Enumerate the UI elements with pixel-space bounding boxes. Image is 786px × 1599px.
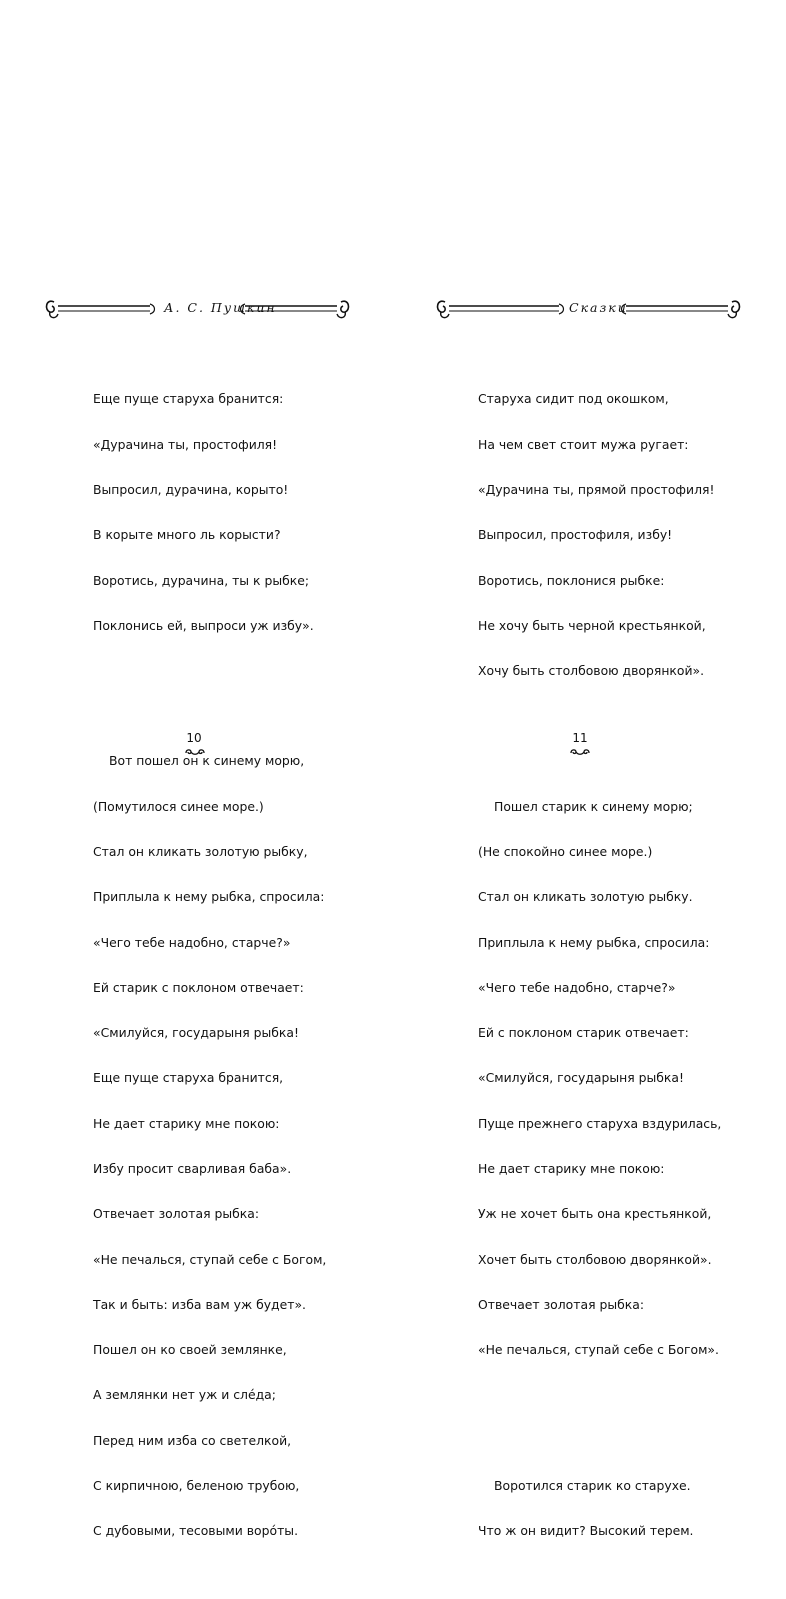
verse-line: Пуще прежнего старуха вздурилась, (478, 1115, 722, 1131)
verse-line: «Не печалься, ступай себе с Богом, (93, 1251, 327, 1267)
verse-line: «Смилуйся, государыня рыбка! (478, 1070, 684, 1086)
verse-line: Хочу быть столбовою дворянкой». (478, 663, 705, 679)
verse-line: Перед ним изба со светелкой, (93, 1432, 292, 1448)
left-verse-block (93, 331, 326, 1599)
verse-line: Приплыла к нему рыбка, спросила: (478, 934, 710, 950)
left-running-head (40, 294, 355, 324)
verse-line: Избу просит сварливая баба». (93, 1160, 292, 1176)
verse-line: (Не спокойно синее море.) (478, 844, 653, 859)
book-running-head: Сказки (569, 300, 628, 315)
verse-line: Стал он кликать золотую рыбку. (478, 889, 693, 905)
verse-line: (Помутилося синее море.) (93, 798, 264, 814)
verse-line: Не дает старику мне покою: (478, 1160, 665, 1176)
verse-line: Старуха сидит под окошком, (478, 391, 669, 407)
verse-line: Стал он кликать золотую рыбку, (93, 844, 308, 859)
swirl-ornament-icon (184, 747, 206, 757)
verse-line: Приплыла к нему рыбка, спросила: (93, 889, 325, 905)
verse-line: «Смилуйся, государыня рыбка! (93, 1025, 299, 1041)
verse-line: А землянки нет уж и слéда; (93, 1387, 276, 1403)
verse-line: «Чего тебе надобно, старче?» (93, 934, 291, 950)
verse-line: Пошел старик к синему морю; (494, 798, 693, 814)
right-running-head (431, 294, 746, 324)
verse-line: На чем свет стоит мужа ругает: (478, 436, 689, 452)
verse-line: «Не печалься, ступай себе с Богом». (478, 1342, 719, 1358)
right-page (393, 0, 786, 1539)
stanza (478, 361, 721, 708)
verse-line: С кирпичною, беленою трубою, (93, 1477, 300, 1493)
verse-line: Воротился старик ко старухе. (494, 1477, 691, 1493)
page-number: 11 (572, 731, 588, 745)
verse-line: Ей старик с поклоном отвечает: (93, 979, 304, 995)
stanza (93, 361, 326, 663)
verse-line: Ей с поклоном старик отвечает: (478, 1025, 689, 1041)
page-number: 10 (186, 731, 202, 745)
verse-line: Поклонись ей, выпроси уж избу». (93, 617, 314, 633)
verse-line: Пошел он ко своей землянке, (93, 1342, 287, 1358)
verse-line: Воротись, дурачина, ты к рыбке; (93, 572, 310, 588)
stanza (93, 723, 326, 1568)
verse-line: В корыте много ль корысти? (93, 527, 281, 543)
verse-line: С дубовыми, тесовыми ворóты. (93, 1523, 299, 1539)
verse-line: Отвечает золотая рыбка: (478, 1296, 645, 1312)
right-verse-block (478, 331, 721, 1599)
stanza (478, 1448, 721, 1569)
verse-line: «Дурачина ты, простофиля! (93, 436, 278, 452)
verse-line: Еще пуще старуха бранится, (93, 1070, 284, 1086)
verse-line: Что ж он видит? Высокий терем. (478, 1523, 694, 1539)
verse-line: Выпросил, дурачина, корыто! (93, 481, 289, 497)
left-page (0, 0, 393, 1539)
verse-line: Воротись, поклонися рыбке: (478, 572, 665, 588)
verse-line: Выпросил, простофиля, избу! (478, 527, 673, 543)
author-running-head: А. С. Пушкин (164, 300, 277, 315)
swirl-ornament-icon (569, 747, 591, 757)
verse-line: «Дурачина ты, прямой простофиля! (478, 481, 715, 497)
verse-line: Отвечает золотая рыбка: (93, 1206, 260, 1222)
verse-line: Не дает старику мне покою: (93, 1115, 280, 1131)
stanza (478, 769, 721, 1388)
verse-line: Хочет быть столбовою дворянкой». (478, 1251, 712, 1267)
verse-line: Уж не хочет быть она крестьянкой, (478, 1206, 712, 1222)
verse-line: Еще пуще старуха бранится: (93, 391, 284, 407)
verse-line: Вот пошел он к синему морю, (109, 753, 305, 769)
verse-line: Не хочу быть черной крестьянкой, (478, 617, 706, 633)
verse-line: «Чего тебе надобно, старче?» (478, 979, 676, 995)
verse-line: Так и быть: изба вам уж будет». (93, 1296, 306, 1312)
